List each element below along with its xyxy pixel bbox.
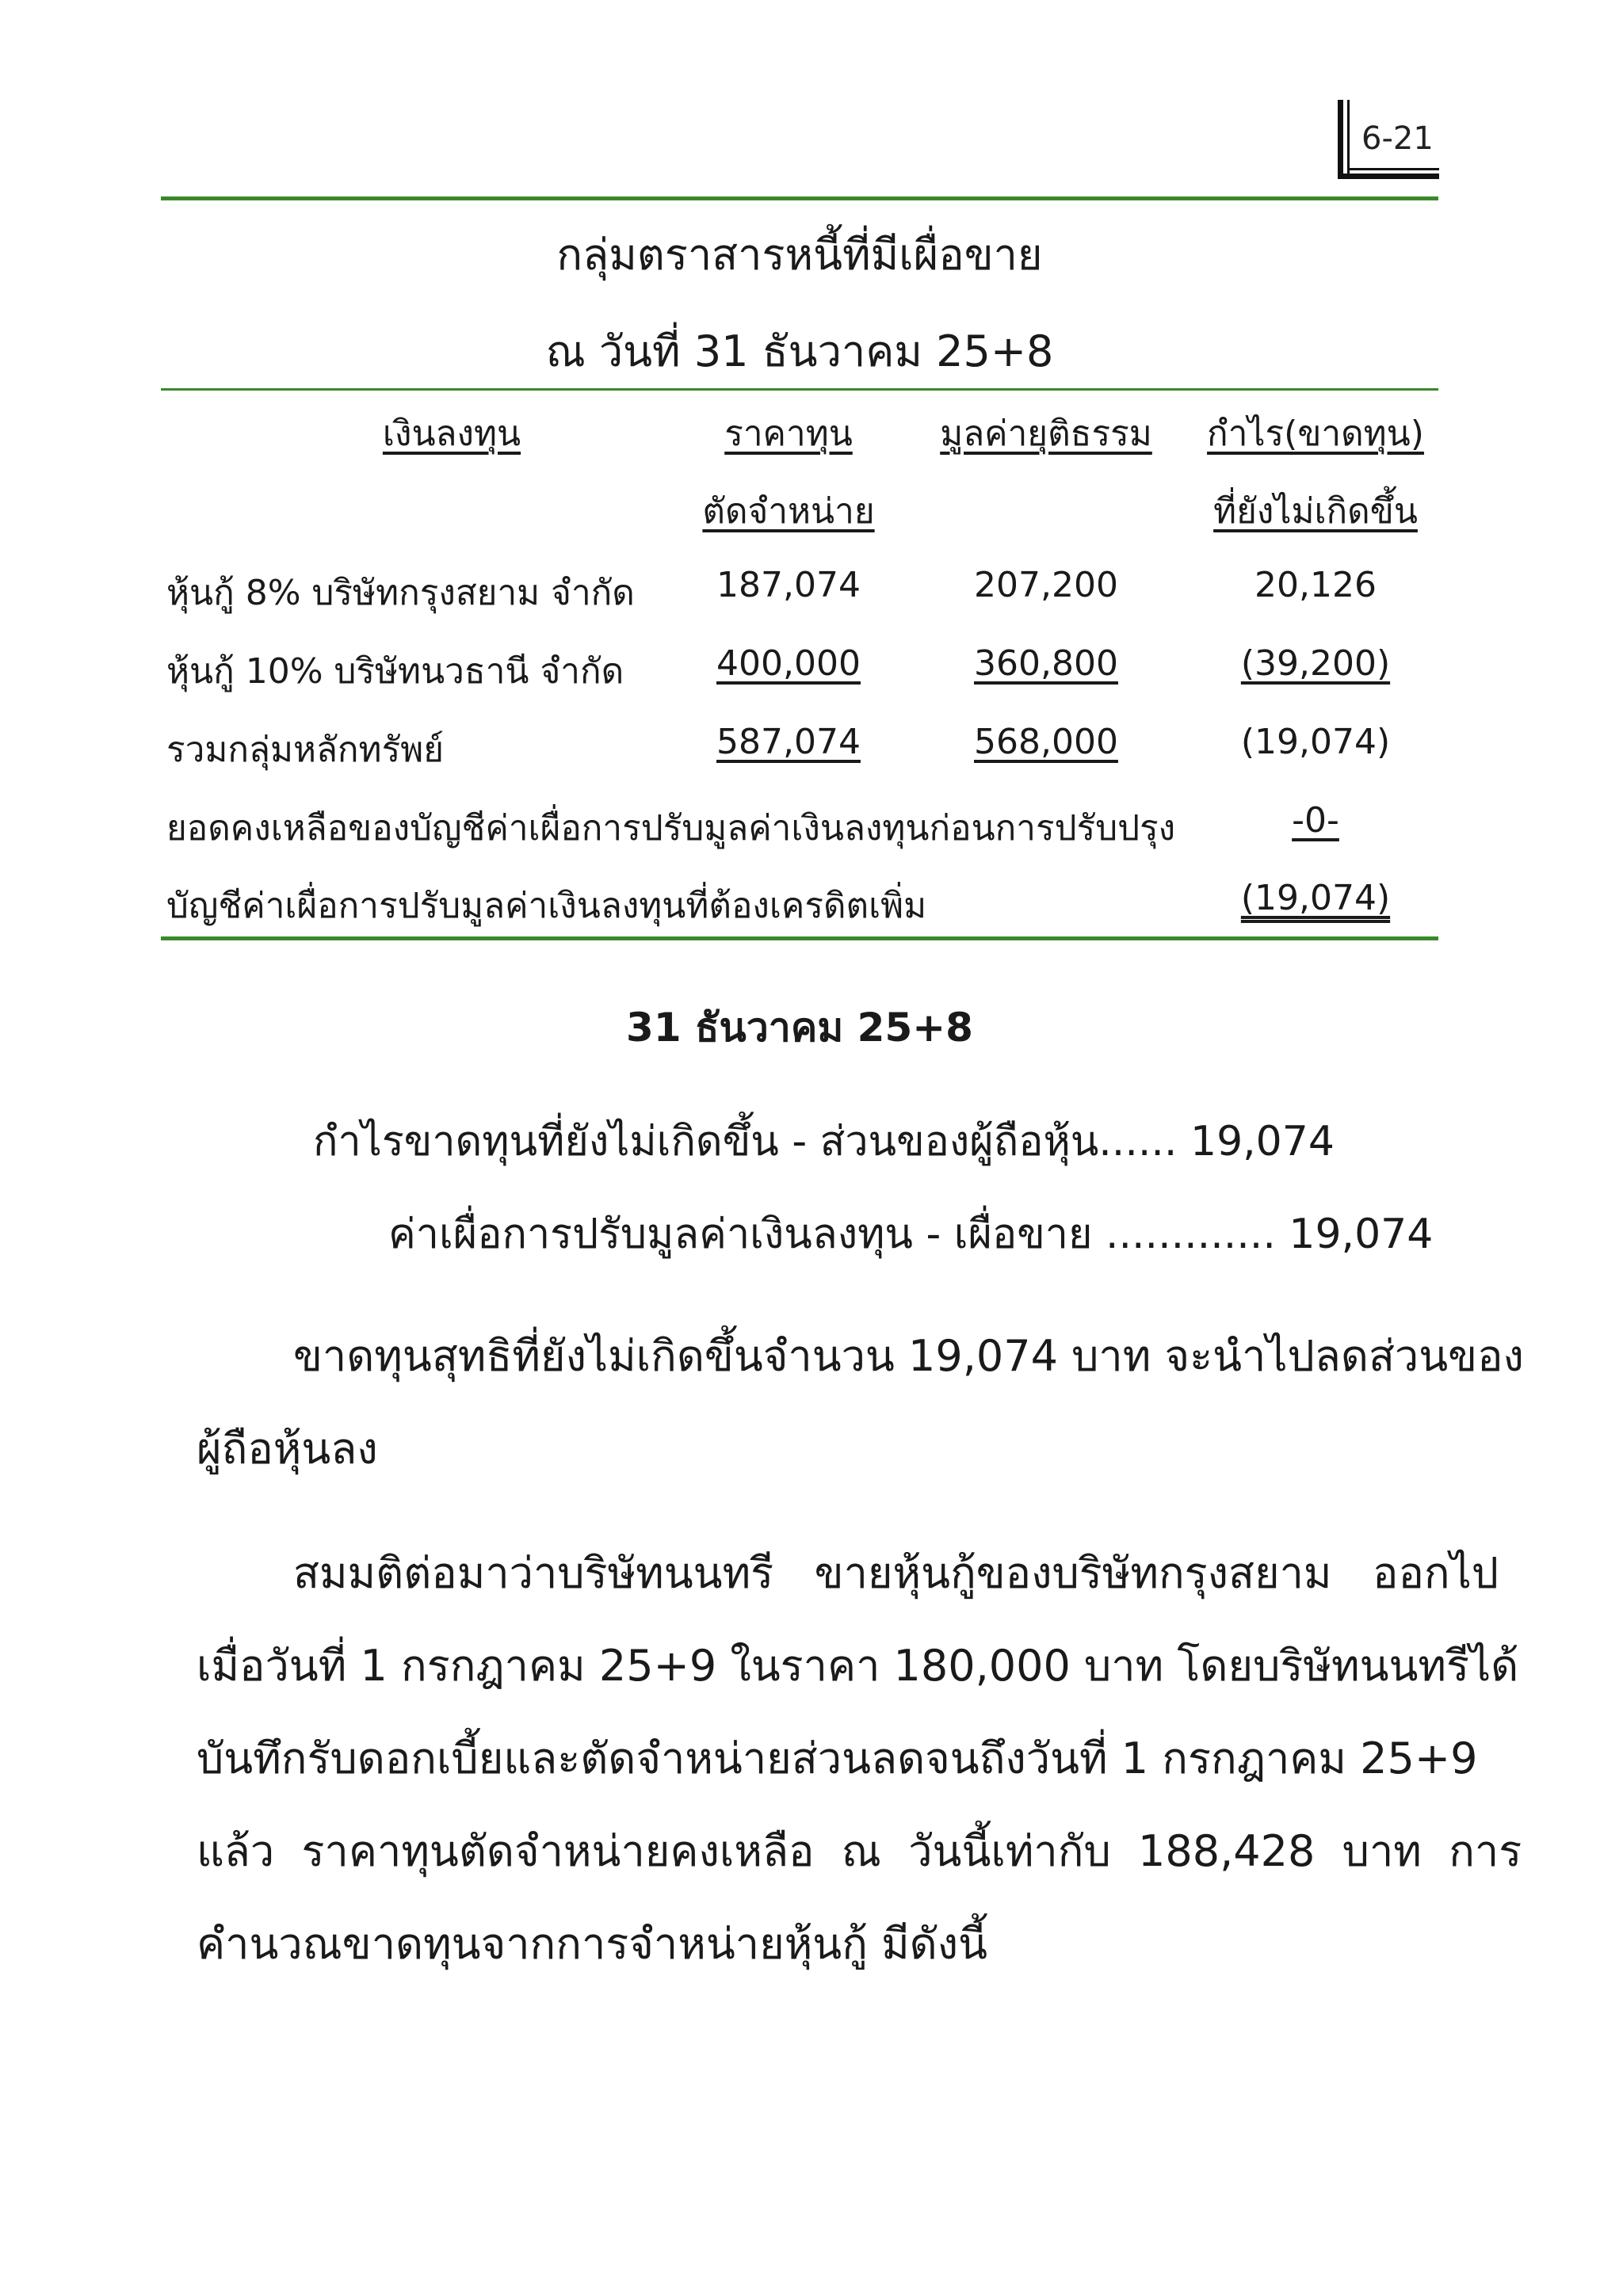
paragraph-2-line-1: สมมติต่อมาว่าบริษัทนนทรี ขายหุ้นกู้ของบริษัทกรุงสยาม ออกไป — [293, 1548, 1499, 1598]
paragraph-2-line-3: บันทึกรับดอกเบี้ยและตัดจำหน่ายส่วนลดจนถึงวันที่ 1 กรกฎาคม 25+9 — [197, 1733, 1478, 1783]
balance-before-label: ยอดคงเหลือของบัญชีค่าเผื่อการปรับมูลค่าเงินลงทุนก่อนการปรับปรุง — [166, 808, 1176, 849]
row-cost: 400,000 — [716, 643, 861, 684]
paragraph-2-line-4: แล้ว ราคาทุนตัดจำหน่ายคงเหลือ ณ วันนี้เท่ากับ 188,428 บาท การ — [197, 1826, 1522, 1876]
journal-debit-line: กำไรขาดทุนที่ยังไม่เกิดขึ้น - ส่วนของผู้ถือหุ้น...... 19,074 — [313, 1118, 1335, 1165]
total-gain-loss: (19,074) — [1240, 722, 1391, 762]
total-cost: 587,074 — [716, 722, 861, 762]
header-fair-value: มูลค่ายุติธรรม — [940, 414, 1152, 454]
total-fair-value: 568,000 — [974, 722, 1118, 762]
page-number-frame-bottom-inner — [1347, 168, 1439, 170]
paragraph-1-line-1: ขาดทุนสุทธิที่ยังไม่เกิดขึ้นจำนวน 19,074 บาท จะนำไปลดส่วนของ — [293, 1331, 1524, 1381]
page-number-frame-left — [1338, 100, 1343, 179]
schedule-date: ณ วันที่ 31 ธันวาคม 25+8 — [545, 326, 1054, 376]
row-gain-loss: (39,200) — [1240, 643, 1391, 684]
table-top-rule — [161, 196, 1438, 200]
paragraph-1-line-2: ผู้ถือหุ้นลง — [197, 1424, 378, 1474]
header-amortized-cost-line2: ตัดจำหน่าย — [702, 491, 875, 532]
total-label: รวมกลุ่มหลักทรัพย์ — [166, 730, 444, 770]
row-fair-value: 360,800 — [974, 643, 1118, 684]
row-label: หุ้นกู้ 8% บริษัทกรุงสยาม จำกัด — [166, 573, 635, 613]
header-investment: เงินลงทุน — [382, 414, 521, 454]
page-number: 6-21 — [1361, 120, 1434, 157]
header-amortized-cost: ราคาทุน — [724, 414, 853, 454]
schedule-title: กลุ่มตราสารหนี้ที่มีเผื่อขาย — [556, 230, 1043, 280]
journal-date: 31 ธันวาคม 25+8 — [626, 1005, 973, 1051]
balance-before-value: -0- — [1292, 800, 1339, 841]
table-header-rule — [161, 388, 1438, 391]
header-unrealized-gain-loss: กำไร(ขาดทุน) — [1207, 414, 1424, 454]
journal-credit-line: ค่าเผื่อการปรับมูลค่าเงินลงทุน - เผื่อขาย ............. 19,074 — [388, 1211, 1434, 1258]
row-cost: 187,074 — [716, 565, 861, 605]
row-label: หุ้นกู้ 10% บริษัทนวธานี จำกัด — [166, 651, 624, 692]
credit-needed-label: บัญชีค่าเผื่อการปรับมูลค่าเงินลงทุนที่ต้องเครดิตเพิ่ม — [166, 886, 927, 926]
page-number-frame-bottom — [1338, 174, 1439, 179]
paragraph-2-line-2: เมื่อวันที่ 1 กรกฎาคม 25+9 ในราคา 180,000 บาท โดยบริษัทนนทรีได้ — [197, 1641, 1519, 1691]
paragraph-2-line-5: คำนวณขาดทุนจากการจำหน่ายหุ้นกู้ มีดังนี้ — [197, 1919, 988, 1969]
header-unrealized-gain-loss-line2: ที่ยังไม่เกิดขึ้น — [1213, 491, 1418, 532]
row-gain-loss: 20,126 — [1254, 565, 1377, 605]
row-fair-value: 207,200 — [974, 565, 1118, 605]
page-number-frame-left-inner — [1347, 100, 1350, 179]
credit-needed-value: (19,074) — [1240, 878, 1391, 918]
table-bottom-rule — [161, 936, 1438, 940]
